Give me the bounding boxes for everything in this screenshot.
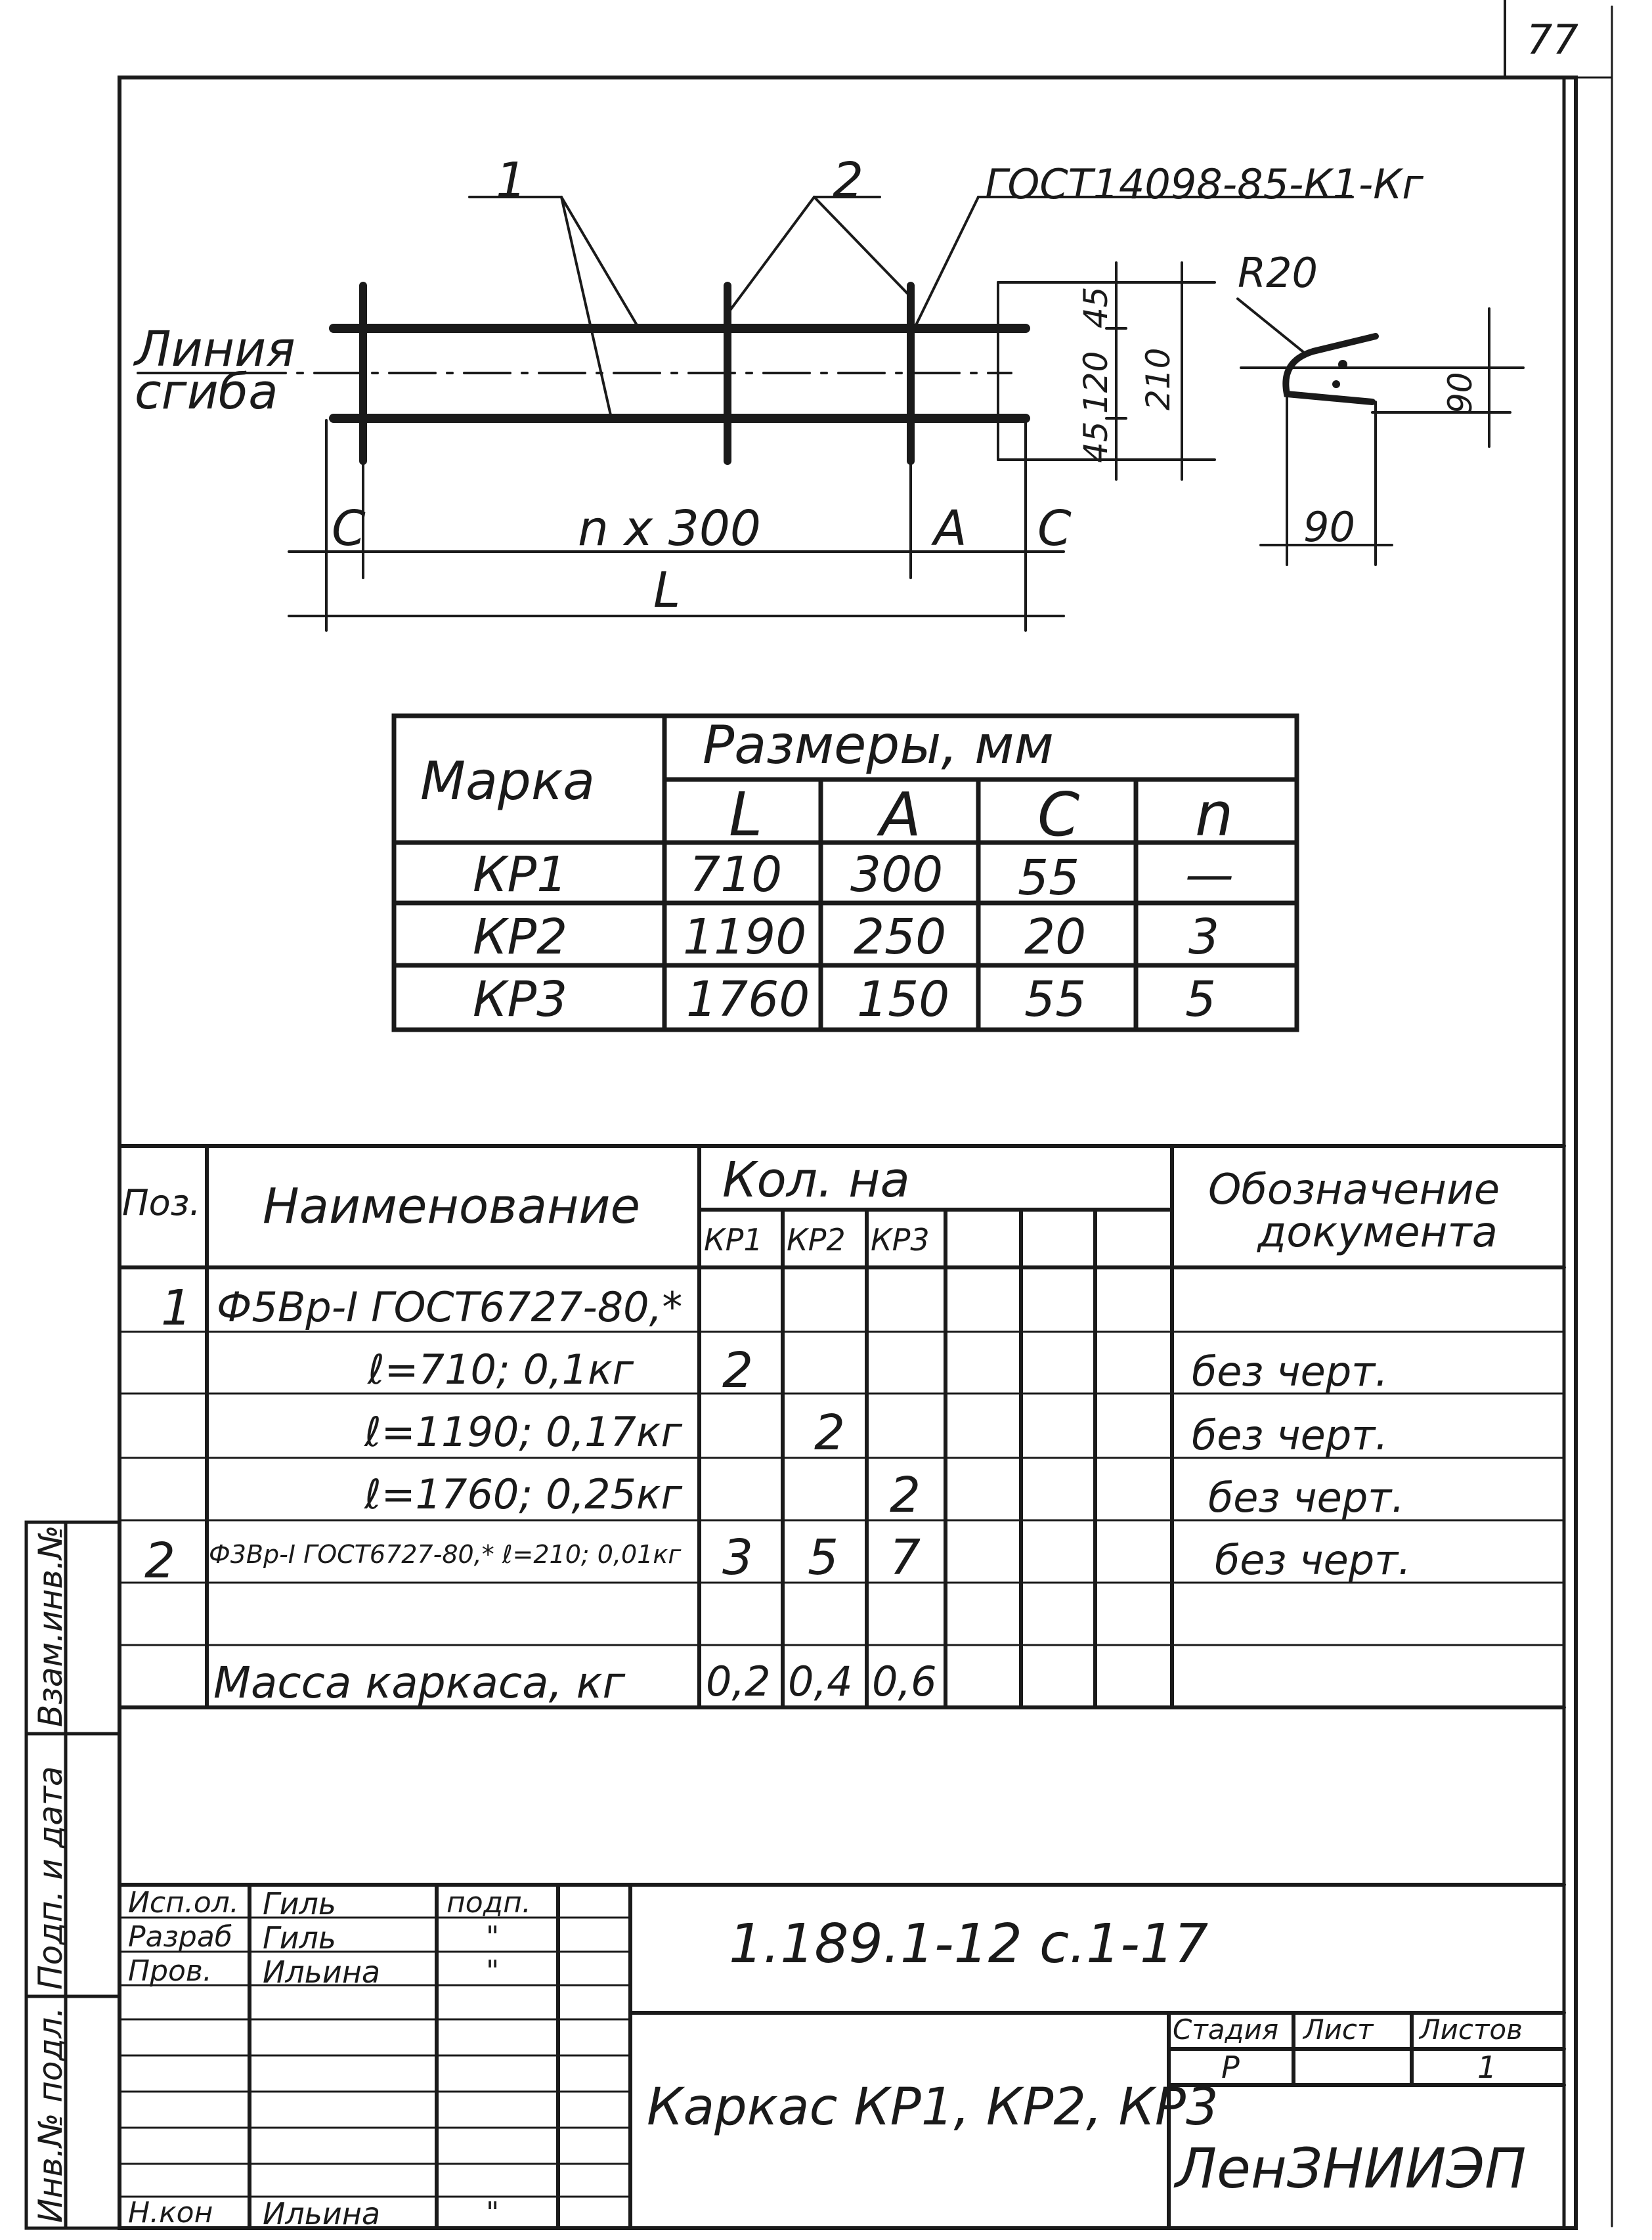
dim-210: 210: [1139, 347, 1177, 410]
dim-l: L: [653, 562, 681, 619]
tb-title: Каркас КР1, КР2, КР3: [647, 2078, 1219, 2137]
spec-row5-q2: 5: [808, 1529, 839, 1586]
spec-row2-q1: 2: [722, 1342, 754, 1399]
side-stamp-field-3: Инв.№ подл.: [32, 2006, 70, 2223]
tb-name-4: Ильина: [263, 2196, 381, 2231]
dim-90-horizontal: 90: [1303, 503, 1355, 551]
spec-row4-name: ℓ=1760; 0,25кг: [364, 1470, 683, 1518]
spec-row7-name: Масса каркаса, кг: [213, 1658, 626, 1708]
spec-qty-kr3: КР3: [871, 1222, 930, 1258]
spec-qty-kr1: КР1: [704, 1222, 763, 1258]
tb-stage-label: Стадия: [1173, 2013, 1279, 2046]
spec-row2-doc: без черт.: [1192, 1348, 1389, 1395]
sizes-row3-a: 150: [857, 971, 950, 1028]
page-number: 77: [1527, 16, 1578, 64]
tb-role-2: Разраб: [128, 1920, 232, 1954]
spec-qty-kr2: КР2: [787, 1222, 846, 1258]
spec-row5-pos: 2: [144, 1533, 176, 1589]
dim-45-top: 45: [1077, 286, 1115, 328]
position-label-2: 2: [833, 152, 864, 209]
spec-row3-name: ℓ=1190; 0,17кг: [364, 1408, 683, 1456]
spec-col-name: Наименование: [263, 1178, 641, 1235]
spec-col-doc-1: Обозначение: [1208, 1166, 1500, 1214]
dim-45-bottom: 45: [1077, 421, 1115, 463]
tb-sign-3: ": [486, 1954, 500, 1988]
tb-name-1: Гиль: [263, 1886, 337, 1922]
tb-doc-code: 1.189.1-12 с.1-17: [729, 1913, 1209, 1975]
spec-row5-q1: 3: [722, 1529, 754, 1586]
spec-row1-name: Ф5Вр-I ГОСТ6727-80,*: [217, 1283, 683, 1331]
sizes-row2-a: 250: [854, 909, 947, 965]
bend-line-label-2: сгиба: [135, 364, 278, 420]
tb-stage: Р: [1221, 2050, 1240, 2085]
sizes-row2-l: 1190: [683, 909, 807, 965]
sizes-row2-n: 3: [1188, 909, 1220, 965]
tb-name-2: Гиль: [263, 1920, 337, 1956]
tb-role-4: Н.кон: [128, 2196, 213, 2229]
spec-col-doc-2: документа: [1257, 1208, 1498, 1257]
spec-row5-q3: 7: [890, 1529, 921, 1586]
spec-row5-doc: без черт.: [1215, 1536, 1412, 1584]
sizes-row2-mark: КР2: [473, 909, 568, 965]
spec-row2-name: ℓ=710; 0,1кг: [368, 1346, 634, 1394]
sizes-row1-l: 710: [689, 846, 783, 903]
position-label-1: 1: [496, 152, 527, 209]
sizes-row3-l: 1760: [686, 971, 810, 1028]
dim-90-vertical: 90: [1441, 372, 1479, 414]
sizes-row1-c: 55: [1018, 850, 1080, 906]
sizes-subcol-l: L: [729, 780, 763, 850]
tb-sheets: 1: [1477, 2050, 1497, 2085]
sizes-col-mark: Марка: [420, 751, 596, 812]
spec-row3-q2: 2: [814, 1405, 846, 1461]
sizes-row3-n: 5: [1185, 971, 1217, 1028]
side-stamp-field-2: Подп. и дата: [32, 1766, 70, 1990]
spec-row7-q1: 0,2: [706, 1658, 771, 1705]
dim-r20: R20: [1238, 249, 1318, 297]
sizes-row1-n: —: [1185, 846, 1234, 903]
sizes-row3-c: 55: [1024, 971, 1087, 1028]
sizes-subcol-a: A: [880, 780, 921, 850]
tb-sign-2: ": [486, 1920, 500, 1954]
sizes-row1-mark: КР1: [473, 846, 568, 903]
tb-role-3: Пров.: [128, 1954, 212, 1988]
dim-c-left: C: [332, 500, 366, 557]
spec-row4-doc: без черт.: [1208, 1474, 1405, 1522]
spec-col-qty: Кол. на: [722, 1152, 910, 1208]
bend-line-label-1: Линия: [135, 321, 295, 378]
tb-role-1: Исп.ол.: [128, 1886, 239, 1920]
spec-row5-name: Ф3Вр-I ГОСТ6727-80,* ℓ=210; 0,01кг: [209, 1540, 682, 1569]
sizes-subcol-c: C: [1037, 780, 1080, 850]
sizes-col-group: Размеры, мм: [703, 714, 1054, 776]
dim-a: A: [934, 500, 967, 557]
dim-120: 120: [1077, 351, 1115, 414]
spec-row7-q3: 0,6: [872, 1658, 937, 1705]
sizes-row3-mark: КР3: [473, 971, 568, 1028]
sizes-row2-c: 20: [1024, 909, 1087, 965]
dim-nx300: n x 300: [578, 500, 761, 557]
side-stamp-field-1: Взам.инв.№: [32, 1525, 70, 1727]
tb-sheet-label: Лист: [1303, 2013, 1374, 2046]
tb-sign-1: подп.: [446, 1886, 531, 1920]
spec-row1-pos: 1: [161, 1280, 192, 1336]
spec-row7-q2: 0,4: [788, 1658, 853, 1705]
tb-sign-4: ": [486, 2196, 500, 2229]
sizes-subcol-n: n: [1195, 780, 1234, 850]
spec-row3-doc: без черт.: [1192, 1411, 1389, 1459]
dim-c-right: C: [1037, 500, 1072, 557]
tb-sheets-label: Листов: [1420, 2013, 1523, 2046]
spec-row4-q3: 2: [890, 1467, 921, 1524]
weld-gost-label: ГОСТ14098-85-К1-Кг: [985, 160, 1424, 208]
tb-organization: ЛенЗНИИЭП: [1175, 2136, 1527, 2201]
spec-col-pos: Поз.: [122, 1182, 201, 1223]
sizes-row1-a: 300: [850, 846, 944, 903]
tb-name-3: Ильина: [263, 1954, 381, 1990]
